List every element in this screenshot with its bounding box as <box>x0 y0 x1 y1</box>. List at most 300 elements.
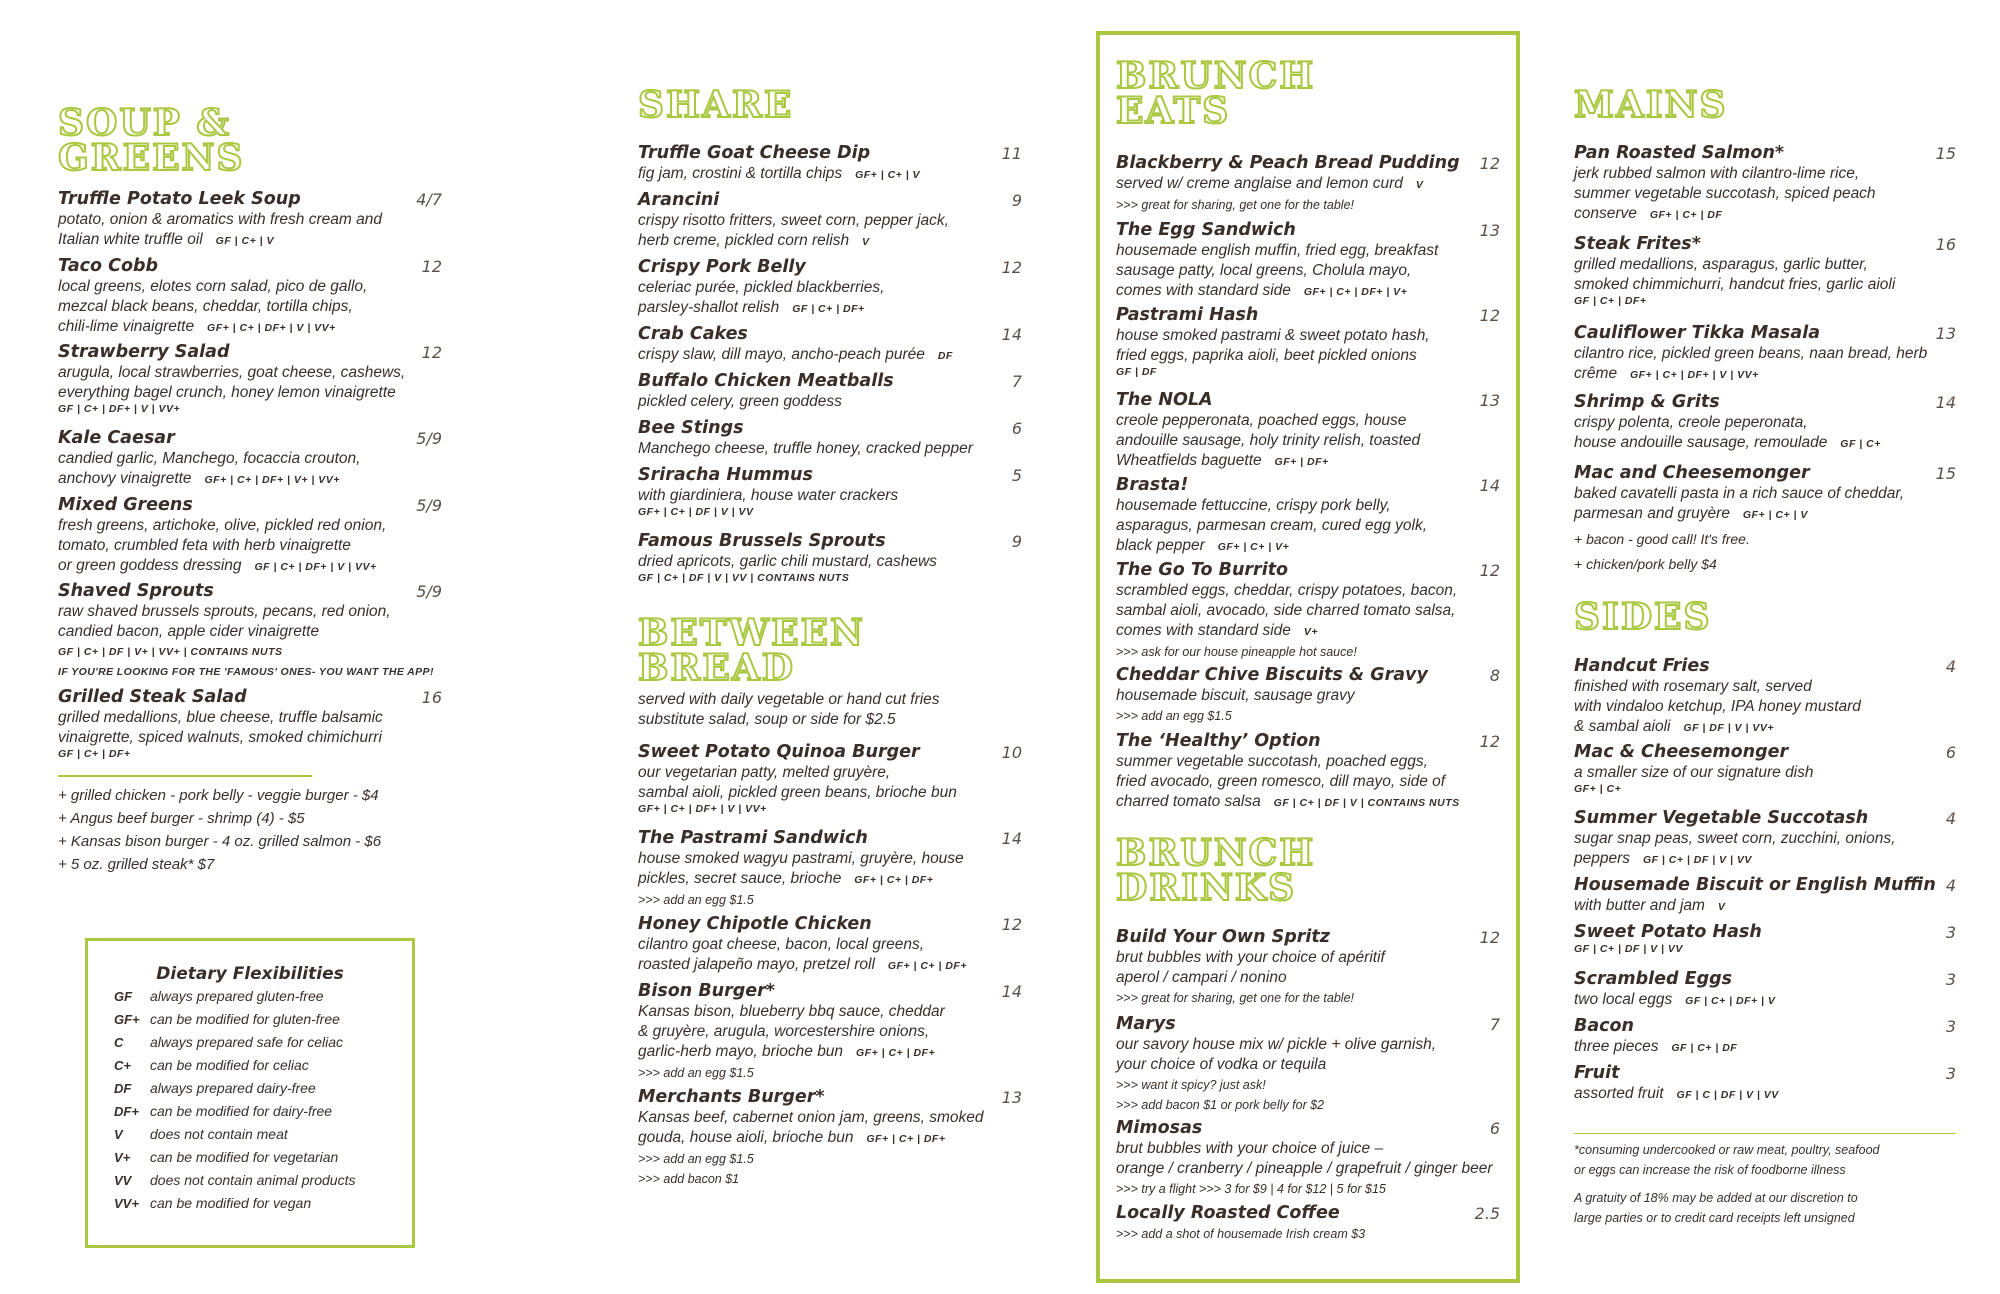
dietary-code: C <box>114 1035 124 1050</box>
item-name: Build Your Own Spritz <box>1116 927 1330 947</box>
item-description: mezcal black beans, cheddar, tortilla chips, <box>58 298 353 315</box>
item-price: 13 <box>1479 391 1500 410</box>
heading-line: SOUP & <box>58 102 231 144</box>
item-name: Steak Frites* <box>1574 234 1701 254</box>
item-price: 4/7 <box>416 190 442 209</box>
item-name: Strawberry Salad <box>58 342 230 362</box>
item-price: 6 <box>1945 743 1956 762</box>
menu-item <box>1116 1014 1500 1115</box>
item-description: with vindaloo ketchup, IPA honey mustard <box>1574 698 1861 715</box>
item-price: 12 <box>1001 258 1022 277</box>
item-price: 12 <box>1001 915 1022 934</box>
item-price: 7 <box>1011 372 1022 391</box>
menu-item <box>1574 392 1956 454</box>
menu-item <box>1116 560 1500 662</box>
item-price: 14 <box>1001 325 1022 344</box>
menu-item <box>58 342 442 415</box>
item-extra: >>> great for sharing, get one for the table! <box>1116 991 1355 1005</box>
item-description: raw shaved brussels sprouts, pecans, red onion, <box>58 603 391 620</box>
item-description: conserve GF+ | C+ | DF <box>1574 205 1723 222</box>
menu-item <box>638 190 1022 252</box>
dietary-tags: GF | DF | V | VV+ <box>1683 722 1774 734</box>
dietary-desc: can be modified for vegetarian <box>150 1149 339 1165</box>
menu-item <box>638 828 1022 910</box>
item-description: aperol / campari / nonino <box>1116 969 1287 986</box>
item-description: fried eggs, paprika aioli, beet pickled onions <box>1116 347 1417 364</box>
item-description: grilled medallions, asparagus, garlic butter, <box>1574 256 1868 273</box>
dietary-tags: GF+ | C+ | DF+ | V | VV+ <box>638 803 767 815</box>
divider <box>58 775 312 777</box>
item-description: fresh greens, artichoke, olive, pickled red onion, <box>58 517 387 534</box>
dietary-code: V <box>114 1127 123 1142</box>
dietary-code: GF <box>114 989 133 1004</box>
dietary-flexibilities-box <box>85 938 415 1248</box>
menu-item <box>638 143 1022 185</box>
item-description: jerk rubbed salmon with cilantro-lime rice, <box>1574 165 1860 182</box>
item-description: scrambled eggs, cheddar, crispy potatoes, bacon, <box>1116 582 1458 599</box>
dietary-tags: GF | C+ | DF | V | CONTAINS NUTS <box>1273 797 1460 809</box>
item-extra: + bacon - good call! It's free. <box>1574 531 1750 547</box>
dietary-tags: GF+ | C+ | DF+ <box>854 874 934 886</box>
item-description: crême GF+ | C+ | DF+ | V | VV+ <box>1574 365 1759 382</box>
dietary-tags: GF | C+ <box>1840 438 1881 450</box>
menu-item <box>1574 323 1956 385</box>
item-price: 14 <box>1479 476 1500 495</box>
item-name: Honey Chipotle Chicken <box>638 914 872 934</box>
item-name: Sweet Potato Hash <box>1574 922 1762 942</box>
dietary-desc: does not contain meat <box>150 1126 288 1142</box>
menu-item <box>1116 1118 1500 1199</box>
dietary-tags: GF+ | C+ | DF+ <box>887 960 967 972</box>
dietary-desc: can be modified for gluten-free <box>150 1011 340 1027</box>
dietary-tags: GF | DF <box>1116 366 1157 378</box>
menu-item <box>1574 234 1956 307</box>
menu-item <box>1574 1016 1956 1058</box>
item-description: Wheatfields baguette GF+ | DF+ <box>1116 452 1329 469</box>
dietary-tags: GF | C+ | DF+ | V <box>1685 995 1776 1007</box>
item-description: comes with standard side V+ <box>1116 622 1318 639</box>
item-name: Famous Brussels Sprouts <box>638 531 886 551</box>
disclaimer-line: *consuming undercooked or raw meat, poultry, seafood <box>1574 1143 1880 1157</box>
item-description: candied bacon, apple cider vinaigrette <box>58 623 320 640</box>
item-description: or green goddess dressing GF | C+ | DF+ | V | VV+ <box>58 557 377 574</box>
dietary-tags: V <box>1415 179 1424 191</box>
item-description: assorted fruit GF | C | DF | V | VV <box>1574 1085 1779 1102</box>
item-extra: >>> add an egg $1.5 <box>638 1066 754 1080</box>
dietary-desc: can be modified for dairy-free <box>150 1103 333 1119</box>
gratuity-line: large parties or to credit card receipts left unsigned <box>1574 1211 1855 1225</box>
item-name: Handcut Fries <box>1574 656 1710 676</box>
item-name: The NOLA <box>1116 390 1213 410</box>
item-name: The Egg Sandwich <box>1116 220 1296 240</box>
item-price: 12 <box>1479 561 1500 580</box>
item-price: 13 <box>1001 1088 1022 1107</box>
item-price: 12 <box>1479 732 1500 751</box>
item-description: house andouille sausage, remoulade GF | C+ <box>1574 434 1881 451</box>
item-description: cilantro goat cheese, bacon, local greens, <box>638 936 925 953</box>
dietary-tags: GF | C+ | DF+ <box>1574 295 1647 307</box>
item-price: 6 <box>1011 419 1022 438</box>
item-extra: >>> try a flight >>> 3 for $9 | 4 for $12 | 5 for $15 <box>1116 1182 1386 1196</box>
menu-item <box>1574 742 1956 795</box>
dietary-desc: always prepared gluten-free <box>150 988 324 1004</box>
item-price: 15 <box>1935 144 1956 163</box>
dietary-desc: always prepared safe for celiac <box>150 1034 343 1050</box>
item-price: 5/9 <box>416 429 442 448</box>
dietary-code: DF+ <box>114 1104 139 1119</box>
item-name: Taco Cobb <box>58 256 159 276</box>
item-name: Sriracha Hummus <box>638 465 813 485</box>
heading-line: DRINKS <box>1116 867 1297 909</box>
heading-line: BRUNCH <box>1116 832 1316 874</box>
item-price: 8 <box>1489 666 1500 685</box>
item-description: our savory house mix w/ pickle + olive garnish, <box>1116 1036 1437 1053</box>
item-name: Scrambled Eggs <box>1574 969 1733 989</box>
heading-line: BRUNCH <box>1116 55 1316 97</box>
item-description: two local eggs GF | C+ | DF+ | V <box>1574 991 1776 1008</box>
item-name: Pan Roasted Salmon* <box>1574 143 1785 163</box>
item-price: 5 <box>1011 466 1022 485</box>
item-description: potato, onion & aromatics with fresh cream and <box>58 211 382 228</box>
item-description: asparagus, parmesan cream, cured egg yolk, <box>1116 517 1428 534</box>
dietary-title: Dietary Flexibilities <box>156 964 344 984</box>
item-description: sambal aioli, pickled green beans, brioche bun <box>638 784 957 801</box>
item-name: Crab Cakes <box>638 324 748 344</box>
heading-line: BETWEEN <box>638 612 865 654</box>
dietary-tags: GF+ | C+ | DF+ <box>855 1047 936 1059</box>
menu-item <box>1574 875 1956 917</box>
item-description: andouille sausage, holy trinity relish, toasted <box>1116 432 1421 449</box>
item-name: Mixed Greens <box>58 495 193 515</box>
item-description: garlic-herb mayo, brioche bun GF+ | C+ | DF+ <box>638 1043 936 1060</box>
item-name: Merchants Burger* <box>638 1087 825 1107</box>
brunch-drinks-heading <box>1116 832 1316 909</box>
menu-item <box>58 495 442 577</box>
item-name: Brasta! <box>1116 475 1189 495</box>
item-name: Bee Stings <box>638 418 744 438</box>
dietary-tags: GF | C+ | DF+ | V | VV+ <box>254 561 377 573</box>
item-description: pickles, secret sauce, brioche GF+ | C+ | DF+ <box>638 870 934 887</box>
item-description: served w/ creme anglaise and lemon curd V <box>1116 175 1424 192</box>
heading-line: GREENS <box>58 137 245 179</box>
item-extra: >>> ask for our house pineapple hot sauce! <box>1116 645 1357 659</box>
item-description: baked cavatelli pasta in a rich sauce of cheddar, <box>1574 485 1905 502</box>
item-name: Grilled Steak Salad <box>58 687 247 707</box>
menu-item <box>638 465 1022 518</box>
item-price: 12 <box>421 257 442 276</box>
item-name: Pastrami Hash <box>1116 305 1259 325</box>
item-price: 12 <box>1479 306 1500 325</box>
item-description: your choice of vodka or tequila <box>1116 1056 1327 1073</box>
dietary-tags: GF+ | C+ | V <box>1742 509 1808 521</box>
dietary-tags: GF+ | C+ | DF+ | V+ <box>1303 286 1408 298</box>
item-extra: >>> add an egg $1.5 <box>638 1152 754 1166</box>
menu-item <box>1116 220 1500 302</box>
item-price: 12 <box>1479 154 1500 173</box>
dietary-code: DF <box>114 1081 132 1096</box>
item-name: Truffle Potato Leek Soup <box>58 189 301 209</box>
gratuity-line: A gratuity of 18% may be added at our discretion to <box>1574 1191 1858 1205</box>
dietary-tags: GF | C+ | DF <box>1671 1042 1738 1054</box>
item-description: celeriac purée, pickled blackberries, <box>638 279 885 296</box>
item-description: a smaller size of our signature dish <box>1574 764 1814 781</box>
dietary-tags: DF <box>937 350 953 362</box>
item-price: 16 <box>1935 235 1956 254</box>
item-name: Cauliflower Tikka Masala <box>1574 323 1821 343</box>
item-name: Mac and Cheesemonger <box>1574 463 1810 483</box>
menu-item <box>1574 463 1956 574</box>
dietary-tags: GF | C+ | DF+ <box>58 748 131 760</box>
item-description: pickled celery, green goddess <box>638 393 842 410</box>
item-extra: >>> great for sharing, get one for the table! <box>1116 198 1355 212</box>
menu-item <box>1116 153 1500 215</box>
item-name: Bison Burger* <box>638 981 775 1001</box>
item-price: 15 <box>1935 464 1956 483</box>
menu-item <box>1574 656 1956 738</box>
item-description: roasted jalapeño mayo, pretzel roll GF+ | C+ | DF+ <box>638 956 967 973</box>
item-price: 12 <box>421 343 442 362</box>
item-description: tomato, crumbled feta with herb vinaigrette <box>58 537 351 554</box>
item-price: 2.5 <box>1474 1204 1500 1223</box>
item-price: 9 <box>1011 532 1022 551</box>
item-name: Shaved Sprouts <box>58 581 214 601</box>
item-name: The Pastrami Sandwich <box>638 828 868 848</box>
dietary-tags: GF+ | C+ <box>1574 783 1622 795</box>
item-extra: >>> add bacon $1 <box>638 1172 740 1186</box>
dietary-code: C+ <box>114 1058 131 1073</box>
intro-line: substitute salad, soup or side for $2.5 <box>638 711 896 728</box>
menu-item <box>58 189 442 251</box>
dietary-tags: GF | C+ | DF | V | VV | CONTAINS NUTS <box>638 572 850 584</box>
menu-item <box>638 531 1022 584</box>
item-description: housemade biscuit, sausage gravy <box>1116 687 1355 704</box>
dietary-tags: GF | C | DF | V | VV <box>1676 1089 1779 1101</box>
dietary-code: GF+ <box>114 1012 140 1027</box>
menu-item <box>1574 143 1956 225</box>
item-note: IF YOU'RE LOOKING FOR THE 'FAMOUS' ONES- YOU WANT THE APP! <box>58 666 434 678</box>
dietary-desc: can be modified for celiac <box>150 1057 309 1073</box>
item-extra: + chicken/pork belly $4 <box>1574 556 1717 572</box>
addon-item: + 5 oz. grilled steak* $7 <box>58 856 215 873</box>
item-description: housemade fettuccine, crispy pork belly, <box>1116 497 1391 514</box>
between-bread-intro <box>638 690 940 730</box>
item-description: Italian white truffle oil GF | C+ | V <box>58 231 275 248</box>
item-description: orange / cranberry / pineapple / grapefruit / ginger beer <box>1116 1160 1493 1177</box>
item-name: Cheddar Chive Biscuits & Gravy <box>1116 665 1428 685</box>
item-description: brut bubbles with your choice of juice – <box>1116 1140 1384 1157</box>
item-description: local greens, elotes corn salad, pico de gallo, <box>58 278 368 295</box>
item-description: Kansas beef, cabernet onion jam, greens, smoked <box>638 1109 984 1126</box>
item-name: The ‘Healthy’ Option <box>1116 731 1321 751</box>
dietary-code: VV+ <box>114 1196 139 1211</box>
dietary-tags: GF+ | C+ | DF+ | V | VV+ <box>207 322 336 334</box>
dietary-tags: GF+ | C+ | DF+ | V | VV+ <box>1630 369 1759 381</box>
item-extra: >>> add an egg $1.5 <box>638 893 754 907</box>
item-name: Kale Caesar <box>58 428 175 448</box>
item-description: crispy risotto fritters, sweet corn, pepper jack, <box>638 212 949 229</box>
item-name: Shrimp & Grits <box>1574 392 1720 412</box>
item-description: vinaigrette, spiced walnuts, smoked chimichurri <box>58 729 382 746</box>
item-price: 4 <box>1945 809 1956 828</box>
item-price: 10 <box>1001 743 1022 762</box>
item-price: 4 <box>1945 657 1956 676</box>
item-price: 3 <box>1945 1064 1956 1083</box>
item-description: Manchego cheese, truffle honey, cracked pepper <box>638 440 973 457</box>
item-description: cilantro rice, pickled green beans, naan bread, herb <box>1574 345 1928 362</box>
item-name: Blackberry & Peach Bread Pudding <box>1116 153 1460 173</box>
item-description: comes with standard side GF+ | C+ | DF+ | V+ <box>1116 282 1408 299</box>
dietary-code: VV <box>114 1173 132 1188</box>
menu-item <box>638 1087 1022 1189</box>
item-description: our vegetarian patty, melted gruyère, <box>638 764 891 781</box>
item-price: 4 <box>1945 876 1956 895</box>
item-description: black pepper GF+ | C+ | V+ <box>1116 537 1290 554</box>
menu-item <box>58 687 442 760</box>
item-price: 13 <box>1479 221 1500 240</box>
dietary-tags: GF+ | C+ | DF <box>1649 209 1723 221</box>
mains-heading: MAINS <box>1574 84 1728 126</box>
dietary-tags: V+ <box>1303 626 1318 638</box>
item-price: 14 <box>1935 393 1956 412</box>
disclaimer-line: or eggs can increase the risk of foodborne illness <box>1574 1163 1846 1177</box>
item-description: finished with rosemary salt, served <box>1574 678 1812 695</box>
item-description: house smoked pastrami & sweet potato hash, <box>1116 327 1430 344</box>
menu-item <box>638 914 1022 976</box>
item-name: Summer Vegetable Succotash <box>1574 808 1869 828</box>
item-name: Mimosas <box>1116 1118 1203 1138</box>
dietary-tags: V <box>861 236 870 248</box>
item-description: creole pepperonata, poached eggs, house <box>1116 412 1407 429</box>
brunch-eats-heading <box>1116 55 1316 132</box>
dietary-tags: GF | C+ | V <box>215 235 275 247</box>
menu-item <box>1116 731 1500 813</box>
menu-item <box>1574 808 1956 870</box>
dietary-tags: GF | C+ | DF | V | VV <box>1642 854 1752 866</box>
item-name: Buffalo Chicken Meatballs <box>638 371 894 391</box>
menu-item <box>58 256 442 338</box>
item-price: 7 <box>1489 1015 1500 1034</box>
item-name: Mac & Cheesemonger <box>1574 742 1789 762</box>
item-extra: >>> add a shot of housemade Irish cream $3 <box>1116 1227 1366 1241</box>
item-description: three pieces GF | C+ | DF <box>1574 1038 1738 1055</box>
menu-item <box>1116 1203 1500 1244</box>
intro-line: served with daily vegetable or hand cut fries <box>638 691 940 708</box>
item-name: Locally Roasted Coffee <box>1116 1203 1340 1223</box>
addon-item: + Angus beef burger - shrimp (4) - $5 <box>58 810 305 827</box>
item-price: 3 <box>1945 923 1956 942</box>
menu-item <box>1574 922 1956 955</box>
item-description: & gruyère, arugula, worcestershire onions, <box>638 1023 930 1040</box>
menu-item <box>58 428 442 490</box>
item-description: sambal aioli, avocado, side charred tomato salsa, <box>1116 602 1456 619</box>
item-name: Bacon <box>1574 1016 1635 1036</box>
item-description: house smoked wagyu pastrami, gruyère, house <box>638 850 964 867</box>
item-price: 13 <box>1935 324 1956 343</box>
item-price: 5/9 <box>416 582 442 601</box>
item-description: crispy polenta, creole peperonata, <box>1574 414 1808 431</box>
item-description: dried apricots, garlic chili mustard, cashews <box>638 553 937 570</box>
item-name: The Go To Burrito <box>1116 560 1289 580</box>
item-description: crispy slaw, dill mayo, ancho-peach purée DF <box>638 346 953 363</box>
dietary-tags: GF+ | C+ | DF+ | V+ | VV+ <box>204 474 340 486</box>
menu-item <box>638 981 1022 1083</box>
menu-item <box>1116 927 1500 1008</box>
item-description: charred tomato salsa GF | C+ | DF | V | CONTAINS NUTS <box>1116 793 1460 810</box>
item-description: fried avocado, green romesco, dill mayo, side of <box>1116 773 1446 790</box>
item-description: everything bagel crunch, honey lemon vinaigrette <box>58 384 396 401</box>
item-name: Fruit <box>1574 1063 1620 1083</box>
item-price: 3 <box>1945 1017 1956 1036</box>
soup-greens-heading <box>58 102 245 179</box>
item-name: Housemade Biscuit or English Muffin <box>1574 875 1936 895</box>
item-description: with butter and jam V <box>1574 897 1726 914</box>
item-price: 14 <box>1001 829 1022 848</box>
dietary-tags: GF | C+ | DF+ | V | VV+ <box>58 403 181 415</box>
dietary-tags: GF | C+ | DF | V+ | VV+ | CONTAINS NUTS <box>58 646 283 658</box>
item-description: Kansas bison, blueberry bbq sauce, cheddar <box>638 1003 945 1020</box>
item-description: parmesan and gruyère GF+ | C+ | V <box>1574 505 1808 522</box>
menu-item <box>638 742 1022 815</box>
item-description: arugula, local strawberries, goat cheese, cashews, <box>58 364 406 381</box>
item-description: fig jam, crostini & tortilla chips GF+ | C+ | V <box>638 165 921 182</box>
dietary-tags: GF+ | C+ | V <box>855 169 921 181</box>
item-price: 9 <box>1011 191 1022 210</box>
item-price: 14 <box>1001 982 1022 1001</box>
item-description: chili-lime vinaigrette GF+ | C+ | DF+ | V | VV+ <box>58 318 336 335</box>
addon-item: + grilled chicken - pork belly - veggie burger - $4 <box>58 787 379 804</box>
addons-list <box>58 784 381 876</box>
share-heading: SHARE <box>638 84 794 126</box>
item-description: peppers GF | C+ | DF | V | VV <box>1574 850 1752 867</box>
item-price: 3 <box>1945 970 1956 989</box>
item-price: 5/9 <box>416 496 442 515</box>
menu-item <box>638 371 1022 412</box>
item-description: candied garlic, Manchego, focaccia crouton, <box>58 450 361 467</box>
item-description: herb creme, pickled corn relish V <box>638 232 870 249</box>
dietary-desc: does not contain animal products <box>150 1172 356 1188</box>
gratuity-note <box>1574 1188 1858 1228</box>
item-price: 11 <box>1001 144 1022 163</box>
item-price: 6 <box>1489 1119 1500 1138</box>
item-description: grilled medallions, blue cheese, truffle balsamic <box>58 709 383 726</box>
addon-item: + Kansas bison burger - 4 oz. grilled salmon - $6 <box>58 833 382 850</box>
item-description: housemade english muffin, fried egg, breakfast <box>1116 242 1439 259</box>
dietary-desc: can be modified for vegan <box>150 1195 312 1211</box>
item-name: Truffle Goat Cheese Dip <box>638 143 871 163</box>
dietary-desc: always prepared dairy-free <box>150 1080 316 1096</box>
item-price: 16 <box>421 688 442 707</box>
dietary-tags: V <box>1717 901 1726 913</box>
dietary-tags: GF+ | DF+ <box>1274 456 1329 468</box>
menu-item <box>58 581 442 682</box>
dietary-tags: GF+ | C+ | DF+ <box>866 1133 946 1145</box>
item-name: Crispy Pork Belly <box>638 257 806 277</box>
dietary-code: V+ <box>114 1150 131 1165</box>
menu-item <box>638 418 1022 459</box>
item-description: parsley-shallot relish GF | C+ | DF+ <box>638 299 865 316</box>
divider <box>1574 1133 1956 1134</box>
item-name: Marys <box>1116 1014 1176 1034</box>
dietary-tags: GF | C+ | DF | V | VV <box>1574 943 1683 955</box>
item-description: gouda, house aioli, brioche bun GF+ | C+ | DF+ <box>638 1129 946 1146</box>
item-description: sausage patty, local greens, Cholula mayo, <box>1116 262 1412 279</box>
sides-heading: SIDES <box>1574 596 1712 638</box>
menu-item <box>1574 1063 1956 1105</box>
heading-line: EATS <box>1116 90 1231 132</box>
item-description: anchovy vinaigrette GF+ | C+ | DF+ | V+ | VV+ <box>58 470 340 487</box>
item-description: summer vegetable succotash, poached eggs, <box>1116 753 1428 770</box>
heading-line: BREAD <box>638 647 795 689</box>
